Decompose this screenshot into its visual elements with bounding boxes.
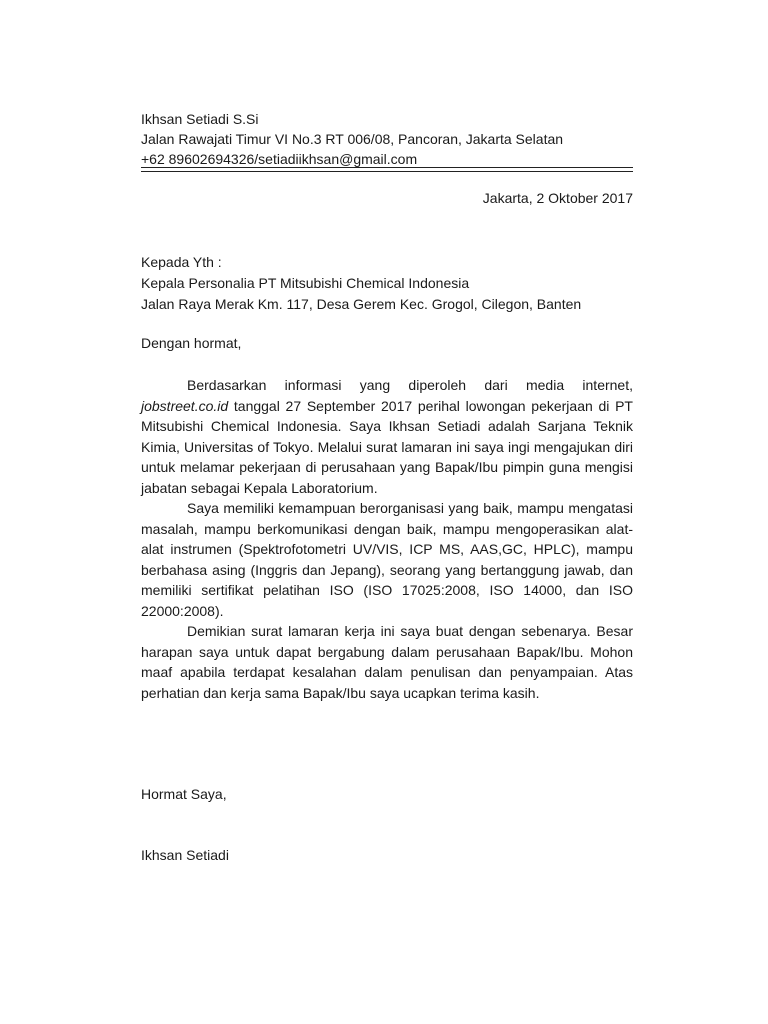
recipient-block bbox=[141, 252, 581, 315]
greeting: Dengan hormat, bbox=[141, 335, 242, 351]
paragraph-1 bbox=[141, 375, 633, 498]
header-divider-bottom bbox=[141, 171, 633, 172]
sender-name: Ikhsan Setiadi S.Si bbox=[141, 111, 259, 127]
sender-contact: +62 89602694326/setiadiikhsan@gmail.com bbox=[141, 151, 418, 167]
paragraph-3: Demikian surat lamaran kerja ini saya buat dengan sebenarya. Besar harapan saya untuk dapat bergabung dalam perusahaan Bapak/Ibu. Mohon maaf apabila terdapat kesalahan dalam penulisan dan penyampaian. Atas perhatian dan kerja sama Bapak/Ibu saya ucapkan terima kasih. bbox=[141, 623, 633, 701]
paragraph-1-intro: Berdasarkan informasi yang diperoleh dari media internet, bbox=[187, 377, 633, 393]
recipient-address: Jalan Raya Merak Km. 117, Desa Gerem Kec. Grogol, Cilegon, Banten bbox=[141, 296, 582, 312]
recipient-title: Kepala Personalia PT Mitsubishi Chemical Indonesia bbox=[141, 275, 470, 291]
signature-name: Ikhsan Setiadi bbox=[141, 847, 229, 863]
paragraph-1-rest: tanggal 27 September 2017 perihal lowongan pekerjaan di PT Mitsubishi Chemical Indonesia. Saya Ikhsan Setiadi adalah Sarjana Teknik Kimia, Universitas of Tokyo. Melalui surat lamaran ini saya ingi mengajukan diri untuk melamar pekerjaan di perusahaan yang Bapak/Ibu pimpin guna mengisi jabatan sebagai Kepala Laboratorium. bbox=[141, 397, 633, 496]
letter-date: Jakarta, 2 Oktober 2017 bbox=[482, 190, 633, 206]
sender-address: Jalan Rawajati Timur VI No.3 RT 006/08, Pancoran, Jakarta Selatan bbox=[141, 131, 564, 147]
recipient-salutation: Kepada Yth : bbox=[141, 254, 222, 270]
header-divider-top bbox=[141, 167, 633, 168]
closing: Hormat Saya, bbox=[141, 786, 227, 802]
letter-body bbox=[141, 375, 633, 703]
paragraph-2: Saya memiliki kemampuan berorganisasi yang baik, mampu mengatasi masalah, mampu berkomunikasi dengan baik, mampu mengoperasikan alat-alat instrumen (Spektrofotometri UV/VIS, ICP MS, AAS,GC, HPLC), mampu berbahasa asing (Inggris dan Jepang), seorang yang bertanggung jawab, dan memiliki sertifikat pelatihan ISO (ISO 17025:2008, ISO 14000, dan ISO 22000:2008). bbox=[141, 500, 633, 619]
sender-header bbox=[141, 109, 563, 169]
job-source: jobstreet.co.id bbox=[141, 397, 229, 414]
